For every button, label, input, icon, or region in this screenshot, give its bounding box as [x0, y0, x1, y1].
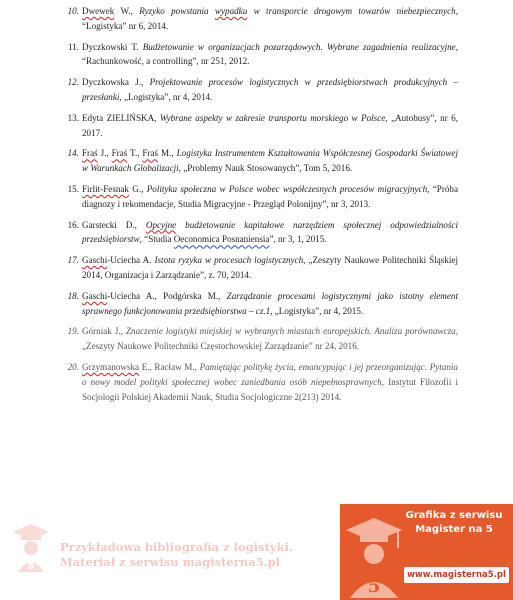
entry-number: 10. — [67, 6, 79, 16]
watermark-text — [60, 540, 320, 570]
entry-text: Gaschi-Uciecha A., Podgórska M., Zarządzanie procesami logistycznymi jako istotny element sprawnego funkcjonowania przedsiębiorstwa – cz.1, „Logistyka”, nr 4, 2015. — [82, 290, 458, 316]
entry-number: 20. — [67, 361, 79, 372]
graduate-logo-icon — [12, 522, 50, 574]
bibliography-entry — [67, 182, 458, 212]
entry-text: Edyta ZIELIŃSKA, Wybrane aspekty w zakresie transportu morskiego w Polsce, „Autobusy”, nr 6, 2017. — [82, 112, 458, 138]
svg-text:5: 5 — [367, 576, 381, 597]
bibliography-entry — [67, 111, 458, 141]
entry-text: Garstecki D., Opcyjne budżetowanie kapitałowe narzędziem społecznej odpowiedzialności przedsiębiorstw, “Studia Oeconomica Posnaniensia”, nr 3, 1, 2015. — [82, 219, 458, 245]
bibliography-entry — [67, 75, 458, 105]
bibliography-list — [67, 4, 459, 410]
bibliography-entry — [67, 40, 458, 70]
bibliography-entry — [67, 146, 458, 176]
bibliography-entry — [67, 360, 459, 404]
entry-number: 13. — [67, 112, 79, 123]
watermark-line-2: Materiał z serwisu magisterna5.pl — [60, 555, 281, 569]
svg-text:5: 5 — [27, 561, 35, 572]
bibliography-entry — [67, 324, 458, 354]
entry-text: Dyczkowska J., Projektowanie procesów logistycznych w przedsiębiorstwach produkcyjnych – przesłanki, „Logistyka”, nr 4, 2014. — [82, 77, 458, 102]
entry-text: Firlit-Fesnak G., Polityka społeczna w Polsce wobec współczesnych procesów migracyjnych, “Próba diagnozy i rekomendacje, Studia Migracyjne - Przegląd Polonijny”, nr 3, 2013. — [82, 183, 458, 209]
entry-text: Fraś J., Fraś T., Fraś M., Logistyka Instrumentem Kształtowania Współczesnej Gospodarki Światowej w Warunkach Globalizacji, „Problemy Nauk Stosowanych”, Tom 5, 2016. — [82, 148, 458, 174]
entry-text: Gaschi-Uciecha A. Istota ryzyka w procesach logistycznych, „Zeszyty Naukowe Politechniki Śląskiej 2014, Organizacja i Zarządzanie”, z. 70, 2014. — [82, 255, 458, 280]
entry-text: Górniak J., Znaczenie logistyki miejskiej w wybranych miastach europejskich. Analiza porównawcza, „Zeszyty Naukowe Politechniki Częstochowskiej Zarządzanie” nr 24, 2016. — [82, 326, 458, 352]
entry-number: 16. — [67, 219, 79, 230]
promo-line-2: Magister na 5 — [415, 524, 493, 535]
entry-text: Grzymanowska E., Racław M., Pamiętając politykę życia, emancypując i jej przeorganizując. Pytania o nowy model polityki społecznej wobec zaniedbania osób niepełnosprawnych, Instytut Filozofii i Socjologii Polskiej Akademii Nauk, Studia Socjologiczne 2(213) 2014. — [82, 361, 459, 402]
promo-line-1: Grafika z serwisu — [405, 510, 503, 521]
entry-number: 17. — [67, 255, 79, 266]
promo-url-link[interactable]: www.magisterna5.pl — [404, 567, 509, 583]
entry-number: 14. — [67, 148, 79, 159]
entry-text: Dwewek W., Ryzyko powstania wypadku w transporcie drogowym towarów niebezpiecznych, “Logistyka” nr 6, 2014. — [82, 6, 458, 31]
bibliography-entry — [67, 218, 458, 248]
entry-number: 15. — [67, 183, 79, 194]
entry-number: 12. — [67, 77, 79, 88]
entry-number: 18. — [67, 290, 79, 301]
entry-text: Dyczkowski T. Budżetowanie w organizacjach pozarządowych. Wybrane zagadnienia realizacyjne, “Rachunkowość, a controlling”, nr 251, 2012. — [82, 41, 458, 67]
entry-number: 19. — [67, 326, 79, 337]
watermark-line-1: Przykładowa bibliografia z logistyki. — [60, 540, 293, 554]
bibliography-entry — [67, 289, 458, 319]
entry-number: 11. — [67, 41, 79, 52]
bibliography-entry — [67, 4, 458, 34]
bibliography-entry — [67, 253, 458, 283]
promo-title — [395, 509, 513, 537]
